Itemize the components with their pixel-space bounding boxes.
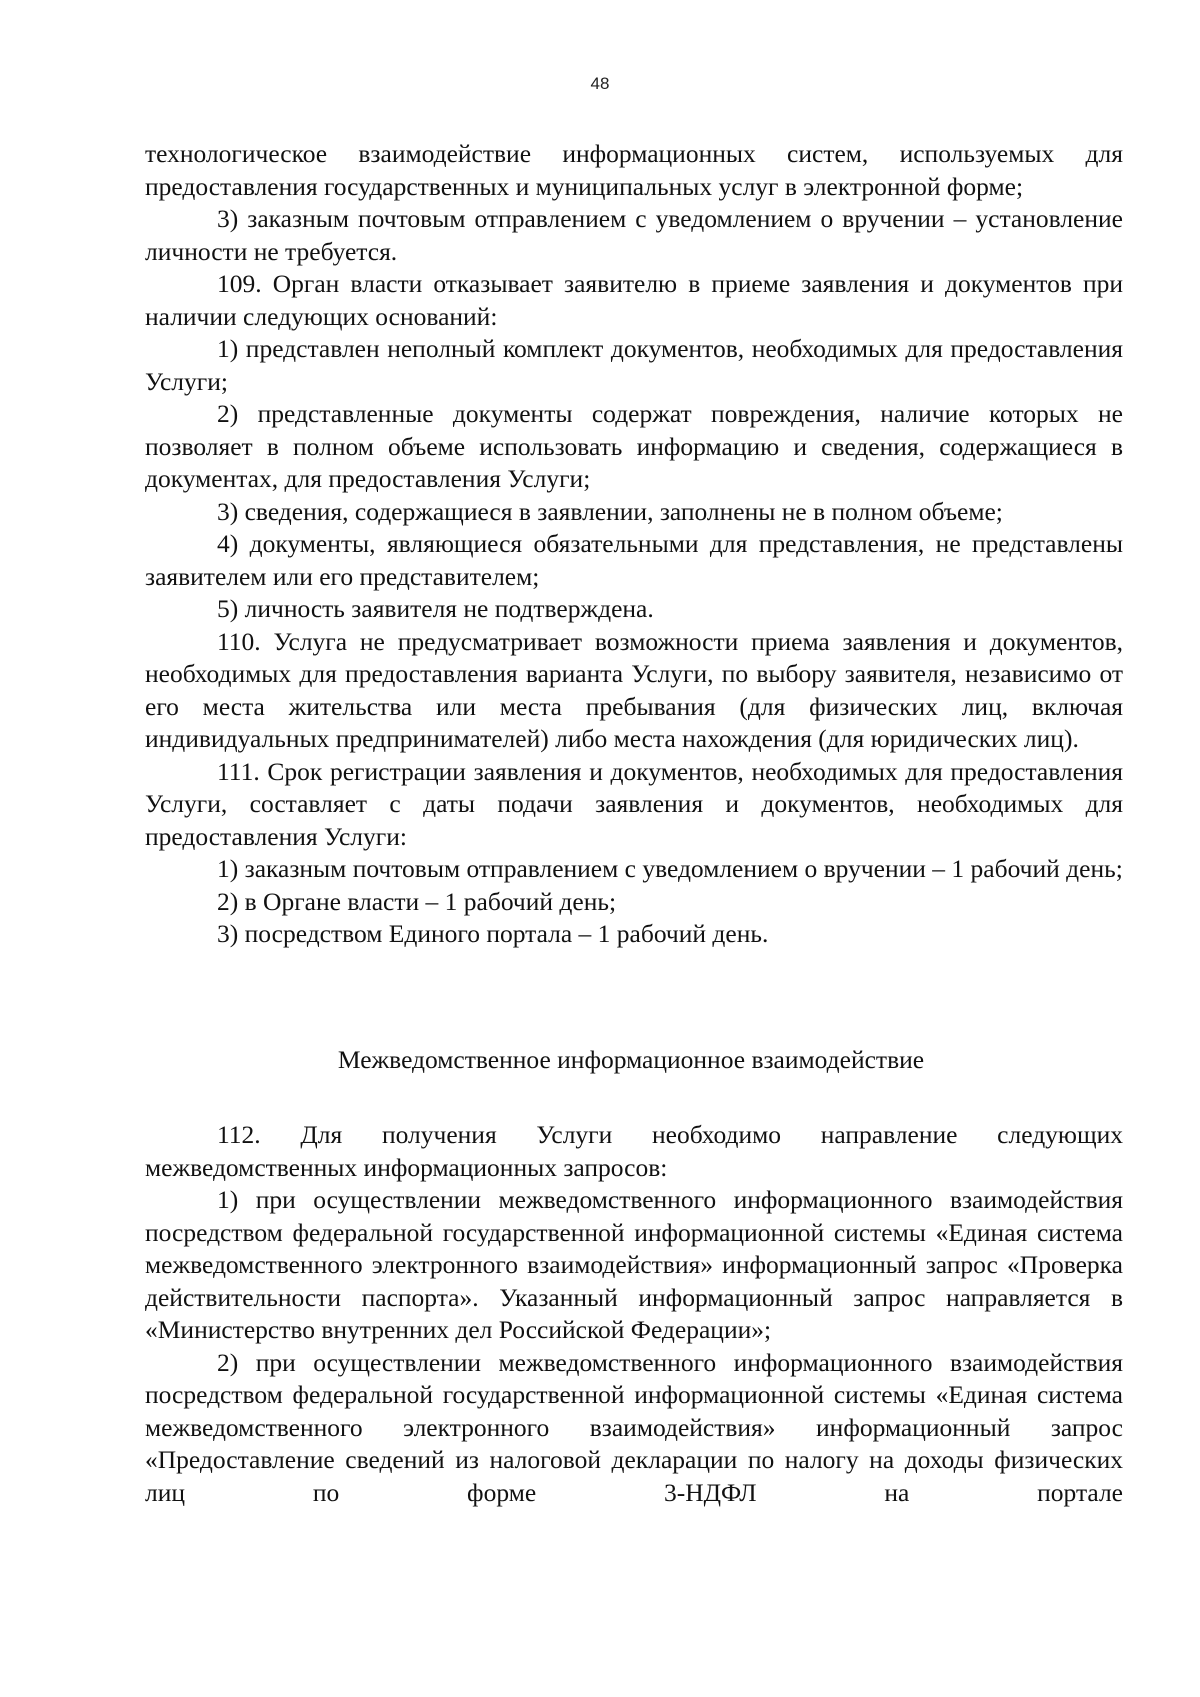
section-heading: Межведомственное информационное взаимодействие bbox=[337, 1045, 925, 1074]
paragraph-continued: 2) при осуществлении межведомственного информационного взаимодействия посредством федеральной государственной информационной системы «Единая система межведомственного электронного взаимодействия» информационный запрос «Предоставление сведений из налоговой декларации по налогу на доходы физических лиц по форме 3-НДФЛ на портале bbox=[145, 1347, 1123, 1507]
paragraph: 3) заказным почтовым отправлением с уведомлением о вручении – установление личности не требуется. bbox=[145, 204, 1123, 266]
paragraph: 5) личность заявителя не подтверждена. bbox=[217, 594, 654, 623]
paragraph: 2) в Органе власти – 1 рабочий день; bbox=[217, 886, 617, 916]
paragraph: 2) представленные документы содержат повреждения, наличие которых не позволяет в полном объеме использовать информацию и сведения, содержащиеся в документах, для предоставления Услуги; bbox=[145, 399, 1123, 493]
body-text-block-1 bbox=[145, 138, 1123, 951]
paragraph: технологическое взаимодействие информационных систем, используемых для предоставления государственных и муниципальных услуг в электронной форме; bbox=[145, 139, 1123, 201]
paragraph: 110. Услуга не предусматривает возможности приема заявления и документов, необходимых для предоставления варианта Услуги, по выбору заявителя, независимо от его места жительства или места пребывания (для физических лиц, включая индивидуальных предпринимателей) либо места нахождения (для юридических лиц). bbox=[145, 626, 1123, 753]
paragraph: 4) документы, являющиеся обязательными для представления, не представлены заявителем или его представителем; bbox=[145, 529, 1123, 591]
paragraph: 1) при осуществлении межведомственного информационного взаимодействия посредством федеральной государственной информационной системы «Единая система межведомственного электронного взаимодействия» информационный запрос «Проверка действительности паспорта». Указанный информационный запрос направляется в «Министерство внутренних дел Российской Федерации»; bbox=[145, 1185, 1123, 1344]
paragraph: 1) представлен неполный комплект документов, необходимых для предоставления Услуги; bbox=[145, 334, 1123, 396]
paragraph: 1) заказным почтовым отправлением с уведомлением о вручении – 1 рабочий день; bbox=[217, 854, 1123, 883]
paragraph: 112. Для получения Услуги необходимо направление следующих межведомственных информационных запросов: bbox=[145, 1120, 1123, 1182]
page-number: 48 bbox=[590, 74, 610, 93]
paragraph: 3) посредством Единого портала – 1 рабочий день. bbox=[217, 919, 769, 948]
paragraph: 109. Орган власти отказывает заявителю в приеме заявления и документов при наличии следующих оснований: bbox=[145, 269, 1123, 331]
body-text-block-2 bbox=[145, 1119, 1123, 1509]
paragraph: 3) сведения, содержащиеся в заявлении, заполнены не в полном объеме; bbox=[217, 496, 1003, 526]
paragraph: 111. Срок регистрации заявления и документов, необходимых для предоставления Услуги, составляет с даты подачи заявления и документов, необходимых для предоставления Услуги: bbox=[145, 756, 1123, 851]
